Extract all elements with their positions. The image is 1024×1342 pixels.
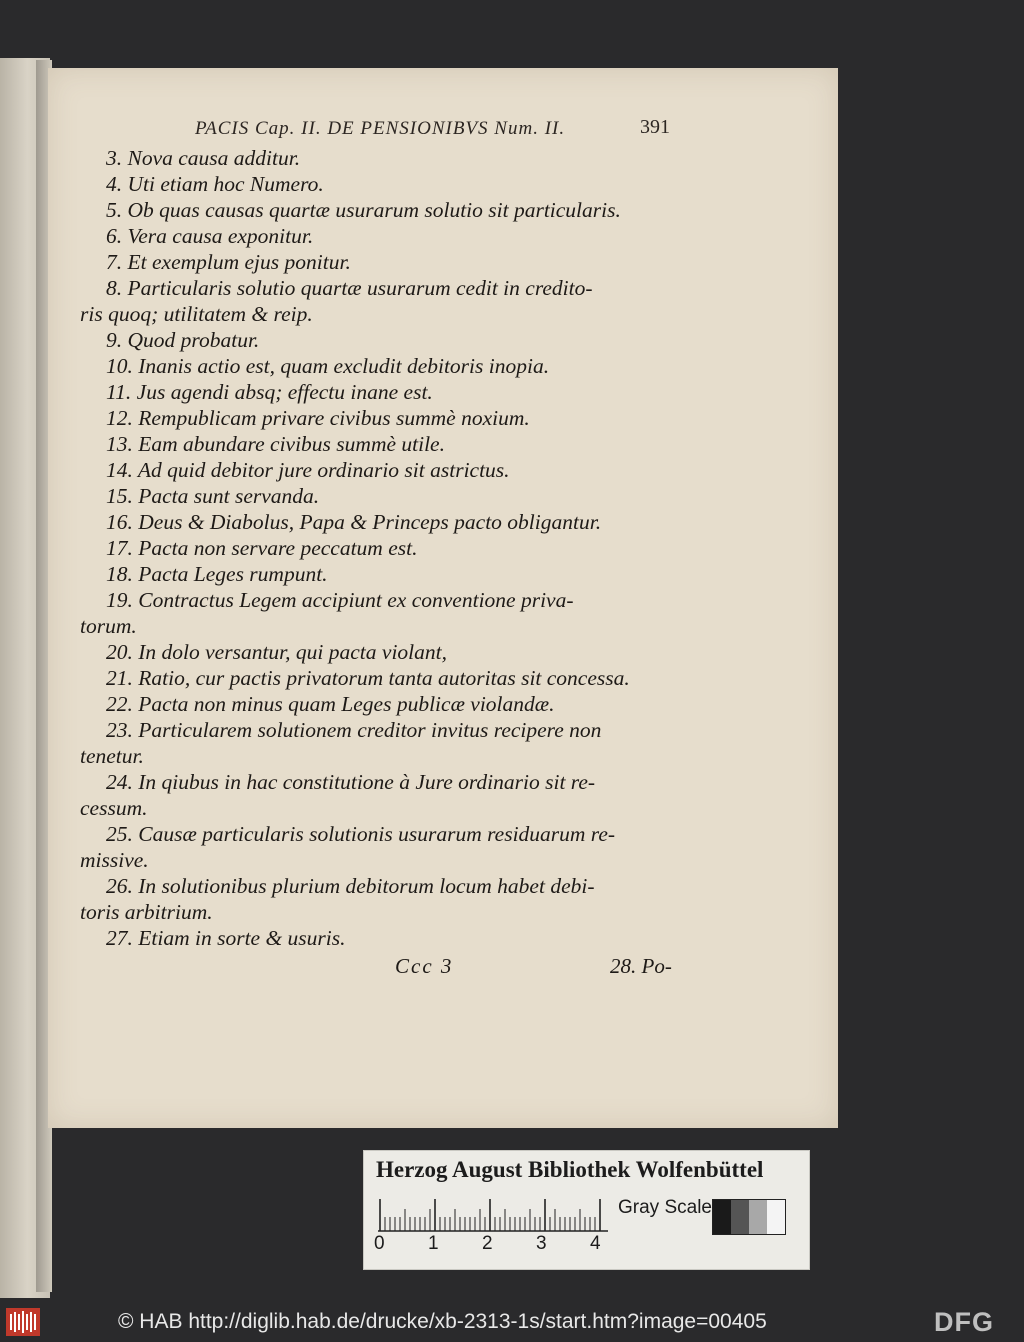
text-line: 7. Et exemplum ejus ponitur.	[106, 250, 351, 274]
color-reference-card	[363, 1150, 810, 1270]
text-line: 3. Nova causa additur.	[106, 146, 301, 170]
copyright-url: © HAB http://diglib.hab.de/drucke/xb-2313-1s/start.htm?image=00405	[118, 1310, 767, 1333]
ruler-scale	[378, 1195, 608, 1233]
library-name: Herzog August Bibliothek Wolfenbüttel	[376, 1157, 764, 1182]
gray-scale-label: Gray Scale	[618, 1197, 712, 1218]
text-line: 25. Causæ particularis solutionis usurarum residuarum re-	[106, 822, 616, 846]
hab-logo-icon	[6, 1308, 40, 1336]
text-line: 23. Particularem solutionem creditor invitus recipere non	[106, 718, 602, 742]
text-line: 5. Ob quas causas quartæ usurarum solutio sit particularis.	[106, 198, 621, 222]
page-number: 391	[640, 116, 670, 138]
ruler-label: 2	[482, 1233, 493, 1254]
text-line: 24. In qiubus in hac constitutione à Jure ordinario sit re-	[106, 770, 596, 794]
text-line: 14. Ad quid debitor jure ordinario sit astrictus.	[106, 458, 510, 482]
signature-mark: Ccc 3	[395, 954, 454, 978]
text-line: 4. Uti etiam hoc Numero.	[106, 172, 324, 196]
text-line: 13. Eam abundare civibus summè utile.	[106, 432, 445, 456]
catchword: 28. Po-	[610, 954, 672, 978]
text-line: 18. Pacta Leges rumpunt.	[106, 562, 328, 586]
text-line: 17. Pacta non servare peccatum est.	[106, 536, 418, 560]
text-line: missive.	[80, 848, 149, 872]
text-line: 15. Pacta sunt servanda.	[106, 484, 320, 508]
text-line: 12. Rempublicam privare civibus summè noxium.	[106, 406, 530, 430]
gray-scale-patches	[712, 1199, 786, 1235]
text-line: 20. In dolo versantur, qui pacta violant,	[106, 640, 447, 664]
text-block	[80, 145, 720, 951]
gray-patch	[767, 1200, 785, 1234]
text-line: 10. Inanis actio est, quam excludit debitoris inopia.	[106, 354, 550, 378]
ruler-label: 1	[428, 1233, 439, 1254]
text-line: 26. In solutionibus plurium debitorum locum habet debi-	[106, 874, 595, 898]
text-line: ris quoq; utilitatem & reip.	[80, 302, 313, 326]
text-line: 11. Jus agendi absq; effectu inane est.	[106, 380, 433, 404]
text-line: torum.	[80, 614, 137, 638]
text-line: cessum.	[80, 796, 148, 820]
footer-bar	[0, 1304, 1024, 1342]
text-line: toris arbitrium.	[80, 900, 213, 924]
text-line: 22. Pacta non minus quam Leges publicæ violandæ.	[106, 692, 555, 716]
ruler-label: 4	[590, 1233, 601, 1254]
text-line: 8. Particularis solutio quartæ usurarum cedit in credito-	[106, 276, 593, 300]
text-line: 9. Quod probatur.	[106, 328, 260, 352]
gray-patch	[731, 1200, 749, 1234]
ruler-label: 3	[536, 1233, 547, 1254]
gray-patch	[713, 1200, 731, 1234]
text-line: 6. Vera causa exponitur.	[106, 224, 314, 248]
ruler-label: 0	[374, 1233, 385, 1254]
running-head: PACIS Cap. II. DE PENSIONIBVS Num. II.	[195, 118, 566, 139]
dfg-logo: DFG	[934, 1307, 994, 1337]
gray-patch	[749, 1200, 767, 1234]
text-line: 19. Contractus Legem accipiunt ex conventione priva-	[106, 588, 574, 612]
text-line: tenetur.	[80, 744, 144, 768]
text-line: 16. Deus & Diabolus, Papa & Princeps pacto obligantur.	[106, 510, 602, 534]
text-line: 27. Etiam in sorte & usuris.	[106, 926, 346, 950]
text-line: 21. Ratio, cur pactis privatorum tanta autoritas sit concessa.	[106, 666, 630, 690]
